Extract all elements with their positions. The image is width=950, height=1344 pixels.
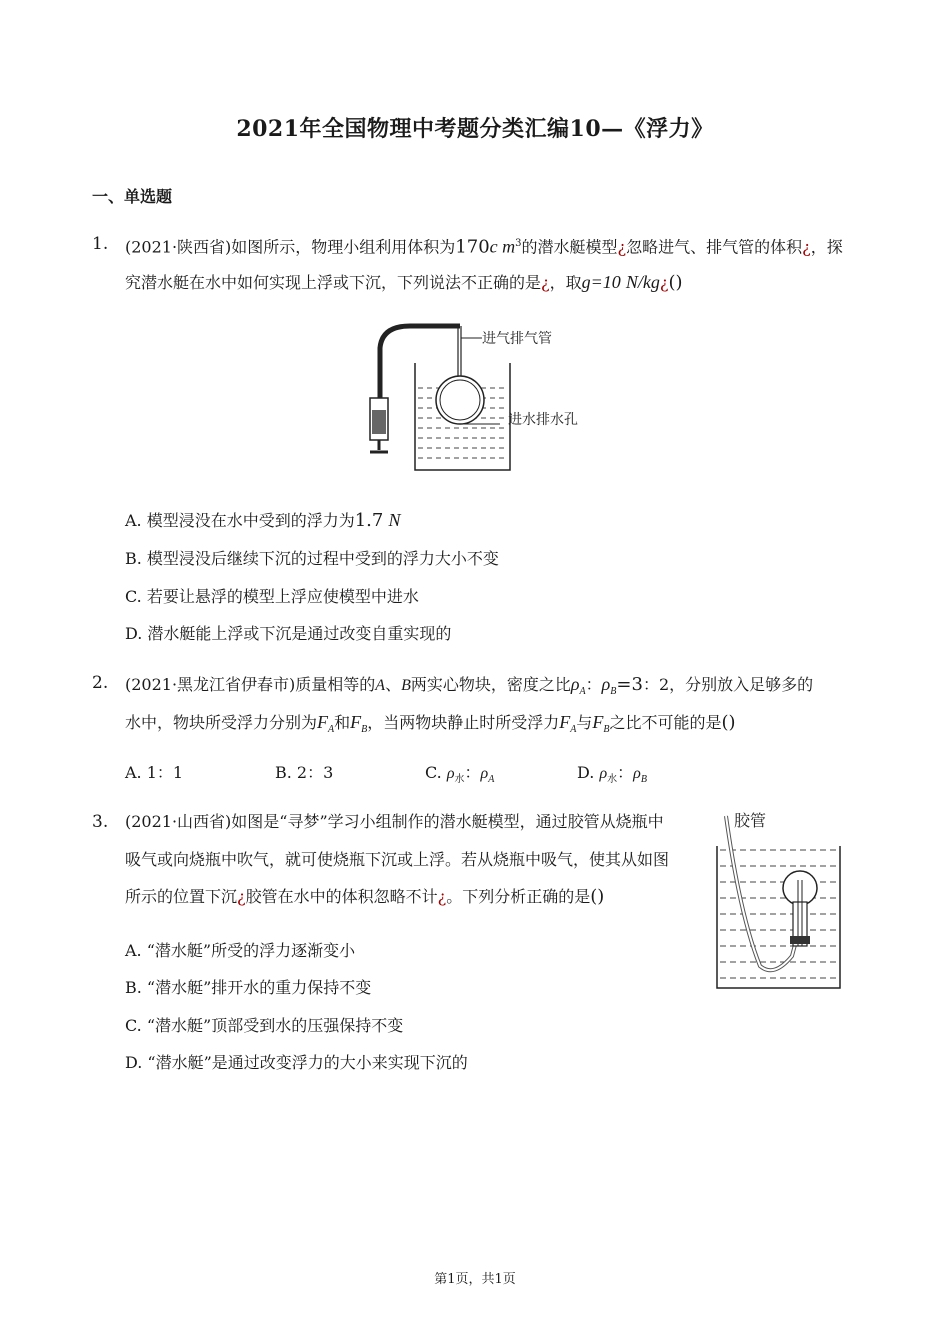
section-heading: 一、单选题 — [92, 187, 173, 206]
question-2-line-2: 水中，物块所受浮力分别为$F_A$和$F_B$，当两物块静止时所受浮力$F_A$与$F_B$之比不可能的是() — [125, 712, 736, 736]
page-footer: 第1页，共1页 — [434, 1272, 516, 1287]
question-3-line-3: 所示的位置下沉¿胶管在水中的体积忽略不计¿。下列分析正确的是() — [125, 886, 605, 907]
option-d[interactable]: D. “潜水艇”是通过改变浮力的大小来实现下沉的 — [125, 1053, 468, 1072]
option-a[interactable]: A. “潜水艇”所受的浮力逐渐变小 — [125, 941, 356, 960]
submarine-model — [436, 376, 484, 424]
label-inlet-outlet-pipe: 进气排气管 — [482, 330, 552, 346]
label-water-hole: 进水排水孔 — [508, 411, 578, 427]
page-title: 2021年全国物理中考题分类汇编10—《浮力》 — [236, 116, 714, 142]
submarine-syringe-figure — [360, 318, 600, 478]
label-hose: 胶管 — [734, 813, 767, 830]
option-a[interactable]: A. 1：1 — [125, 763, 184, 782]
question-number: 1. — [92, 234, 109, 254]
question-1-line-2: 究潜水艇在水中如何实现上浮或下沉，下列说法不正确的是¿，取g=10 N/kg¿() — [125, 272, 683, 293]
option-d[interactable]: D. 潜水艇能上浮或下沉是通过改变自重实现的 — [125, 624, 452, 643]
option-b[interactable]: B. 2：3 — [275, 763, 334, 782]
flask — [783, 871, 817, 905]
option-b[interactable]: B. 模型浸没后继续下沉的过程中受到的浮力大小不变 — [125, 549, 499, 568]
option-a[interactable]: A. 模型浸没在水中受到的浮力为1.7 N — [125, 510, 401, 531]
option-c[interactable]: C. “潜水艇”顶部受到水的压强保持不变 — [125, 1016, 404, 1035]
option-b[interactable]: B. “潜水艇”排开水的重力保持不变 — [125, 978, 372, 997]
option-c[interactable]: C. $\rho_水$：$\rho_A$ — [425, 763, 495, 786]
flask-submarine-figure — [712, 806, 852, 992]
question-1-line-1: (2021·陕西省)如图所示，物理小组利用体积为170c $m^3$的潜水艇模型¿忽略进气、排气管的体积¿，探 — [125, 236, 843, 258]
question-number: 2. — [92, 673, 109, 693]
question-3-line-1: (2021·山西省)如图是“寻梦”学习小组制作的潜水艇模型，通过胶管从烧瓶中 — [125, 812, 664, 831]
question-number: 3. — [92, 812, 109, 832]
option-d[interactable]: D. $\rho_水$：$\rho_B$ — [577, 763, 647, 786]
question-3-line-2: 吸气或向烧瓶中吹气，就可使烧瓶下沉或上浮。若从烧瓶中吸气，使其从如图 — [125, 850, 670, 869]
option-c[interactable]: C. 若要让悬浮的模型上浮应使模型中进水 — [125, 587, 419, 606]
question-2-line-1: (2021·黑龙江省伊春市)质量相等的A、B两实心物块，密度之比$\rho_A$：$\rho_B=3$：2，分别放入足够多的 — [125, 674, 814, 698]
